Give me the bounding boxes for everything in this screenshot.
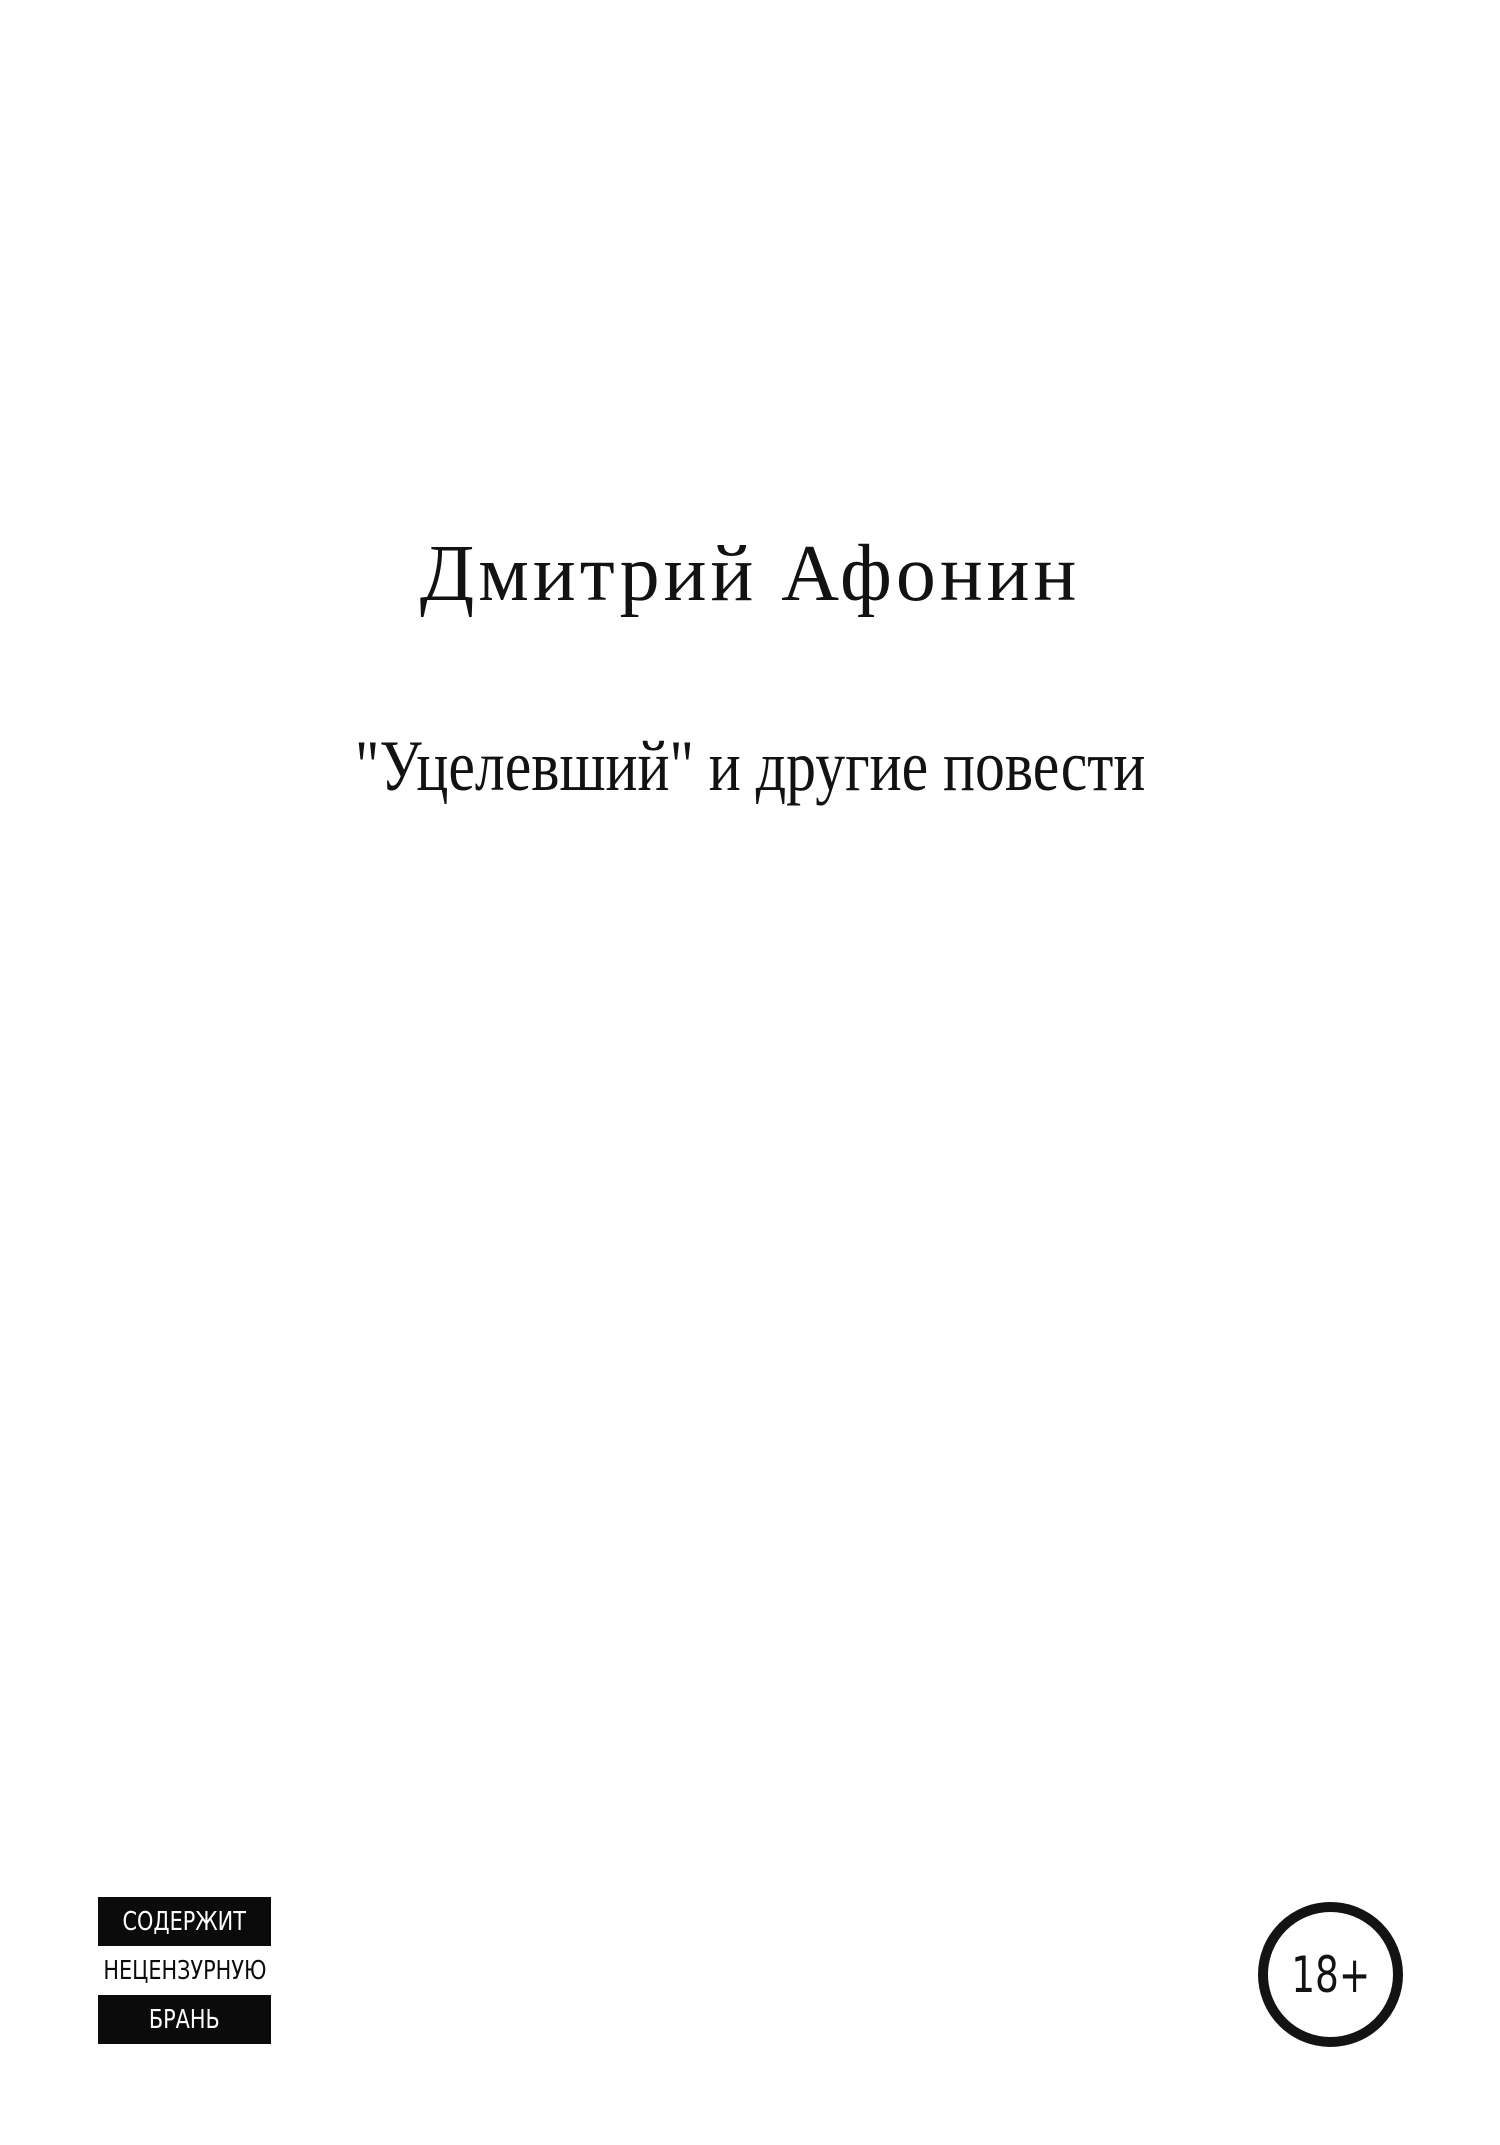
warning-line-contains xyxy=(98,1897,271,1946)
age-rating-badge xyxy=(1258,1902,1403,2047)
warning-line-obscene-label: НЕЦЕНЗУРНУЮ xyxy=(102,1955,267,1986)
content-warning-badge xyxy=(98,1897,271,2044)
warning-line-obscene xyxy=(98,1946,271,1995)
warning-line-language xyxy=(98,1995,271,2044)
warning-line-language-label: БРАНЬ xyxy=(149,2004,220,2035)
author-name: Дмитрий Афонин xyxy=(419,530,1081,618)
book-title-wrap xyxy=(0,726,1500,806)
warning-line-contains-label: СОДЕРЖИТ xyxy=(122,1906,247,1937)
book-title: "Уцелевший" и другие повести xyxy=(354,726,1146,806)
age-rating-label: 18+ xyxy=(1290,1945,1371,2004)
